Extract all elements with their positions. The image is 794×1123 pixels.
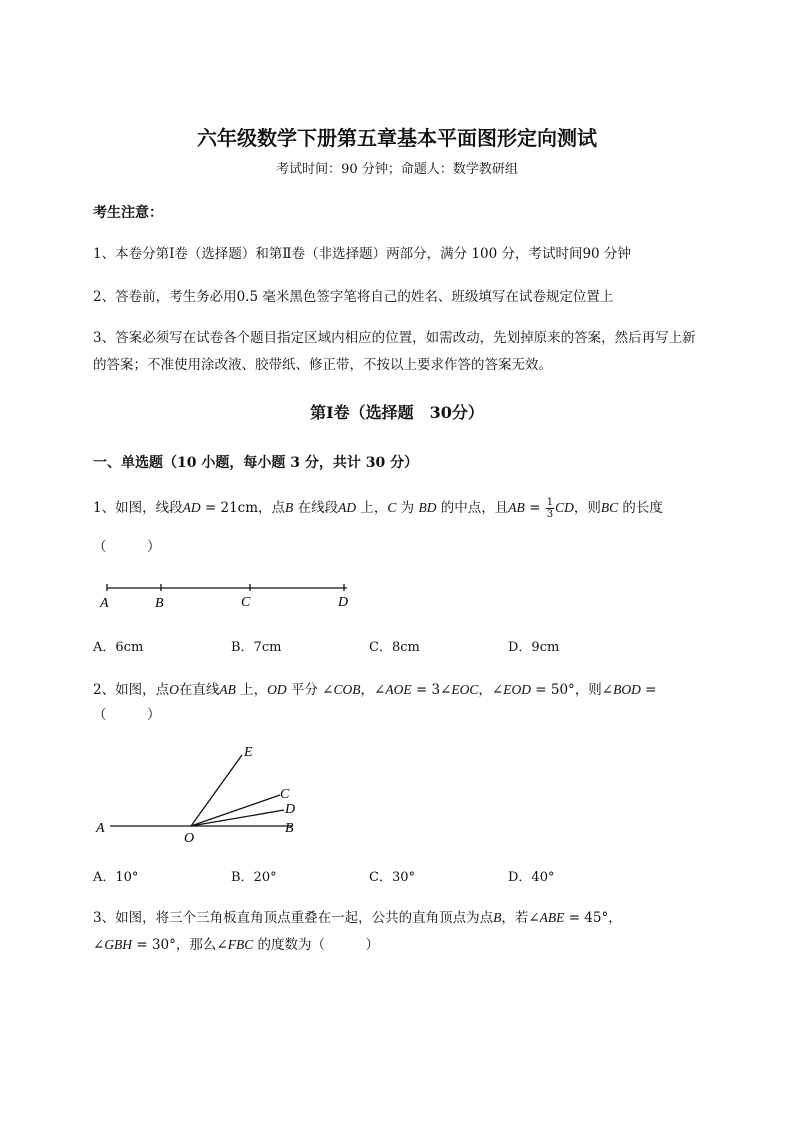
q1-math-8: BC <box>600 500 619 515</box>
q2-text-2: 在直线 <box>178 682 220 698</box>
q2-text-8: = 50°，则∠ <box>530 682 614 698</box>
q2-angle-figure <box>92 738 322 850</box>
ray-oc <box>191 795 280 826</box>
q2-answer-paren: （ ） <box>93 707 161 723</box>
question-3-text <box>93 906 622 926</box>
q2-option-d[interactable]: D．40° <box>508 870 555 885</box>
q1-math-7: CD <box>555 500 574 515</box>
label-e: E <box>244 745 253 760</box>
q3-text-4: ∠ <box>93 937 105 953</box>
fraction-denominator: 3 <box>546 509 554 520</box>
q1-math-3: AD <box>338 500 357 515</box>
q2-math-4: COB <box>333 682 361 697</box>
label-d: D <box>338 595 349 610</box>
q1-text-9: 的长度 <box>618 500 663 516</box>
q2-option-a[interactable]: A．10° <box>93 870 139 885</box>
q2-math-3: OD <box>267 682 287 697</box>
ray-oe <box>191 755 242 826</box>
q1-text-6: 的中点，且 <box>436 500 509 516</box>
q1-option-b[interactable]: B．7cm <box>231 640 282 655</box>
q2-option-b[interactable]: B．20° <box>231 870 277 885</box>
notice-3-cont: 的答案；不准使用涂改液、胶带纸、修正带，不按以上要求作答的答案无效。 <box>93 357 552 373</box>
q1-text-3: 在线段 <box>293 500 339 516</box>
q3-text-5: = 30°，那么∠ <box>132 937 228 953</box>
q1-text-1: 1、如图，线段 <box>93 500 183 516</box>
q2-text-7: ，∠ <box>478 682 504 698</box>
q3-text-3: = 45°， <box>564 910 622 926</box>
q3-math-4: FBC <box>227 937 254 952</box>
notice-3: 3、答案必须写在试卷各个题目指定区域内相应的位置，如需改动，先划掉原来的答案，然后再写上新 <box>93 330 696 346</box>
label-a: A <box>96 821 105 836</box>
q2-text-9: = <box>640 682 657 698</box>
q2-math-2: AB <box>219 682 236 697</box>
q2-math-1: O <box>169 682 179 697</box>
q1-line-segment-figure <box>95 578 365 614</box>
q1-math-6: AB <box>508 500 525 515</box>
notice-1: 1、本卷分第Ⅰ卷（选择题）和第Ⅱ卷（非选择题）两部分，满分 100 分，考试时间90 分钟 <box>93 246 631 262</box>
notice-heading: 考生注意： <box>93 205 163 221</box>
q2-math-5: AOE <box>385 682 412 697</box>
notice-2: 2、答卷前，考生务必用0.5 毫米黑色签字笔将自己的姓名、班级填写在试卷规定位置上 <box>93 289 614 305</box>
q1-math-1: AD <box>182 500 201 515</box>
question-2-text <box>93 678 656 698</box>
q1-text-8: ，则 <box>573 500 601 516</box>
q2-text-5: ，∠ <box>360 682 386 698</box>
q2-math-8: BOD <box>613 682 641 697</box>
label-c: C <box>241 595 251 610</box>
q1-option-a[interactable]: A．6cm <box>93 640 144 655</box>
label-b: B <box>285 821 294 836</box>
q2-math-6: EOC <box>451 682 479 697</box>
page-title: 六年级数学下册第五章基本平面图形定向测试 <box>197 126 597 150</box>
exam-subtitle: 考试时间：90 分钟；命题人：数学教研组 <box>276 162 518 177</box>
q3-text-6: 的度数为（ ） <box>253 937 379 953</box>
q2-text-1: 2、如图，点 <box>93 682 170 698</box>
q2-option-c[interactable]: C．30° <box>369 870 415 885</box>
label-d: D <box>285 802 296 817</box>
q1-math-2: B <box>285 500 294 515</box>
q1-text-5: 为 <box>396 500 419 516</box>
q1-math-4: C <box>387 500 397 515</box>
fraction-one-third <box>546 497 554 520</box>
fraction-numerator: 1 <box>546 497 554 508</box>
q1-text-7: = <box>524 500 545 516</box>
label-a: A <box>100 596 109 611</box>
part-heading: 一、单选题（10 小题，每小题 3 分，共计 30 分） <box>93 455 419 471</box>
section-title: 第Ⅰ卷（选择题 30分） <box>310 403 484 422</box>
q1-math-5: BD <box>418 500 437 515</box>
q1-text-4: 上， <box>356 500 388 516</box>
q3-text-2: ，若∠ <box>501 910 540 926</box>
label-o: O <box>184 831 195 846</box>
q3-math-1: B <box>493 910 502 925</box>
q3-text-1: 3、如图，将三个三角板直角顶点重叠在一起，公共的直角顶点为点 <box>93 910 494 926</box>
q2-math-7: EOD <box>503 682 531 697</box>
question-3-text-cont <box>93 933 379 953</box>
q2-text-6: = 3∠ <box>411 682 452 698</box>
q1-option-d[interactable]: D．9cm <box>508 640 560 655</box>
q3-math-2: ABE <box>539 910 565 925</box>
ray-od <box>191 810 284 826</box>
q3-math-3: GBH <box>104 937 133 952</box>
q1-answer-paren: （ ） <box>93 539 161 555</box>
q2-text-4: 平分 ∠ <box>286 682 334 698</box>
q1-text-2: = 21cm，点 <box>200 500 286 516</box>
label-c: C <box>280 787 290 802</box>
q2-text-3: 上， <box>235 682 268 698</box>
q1-option-c[interactable]: C．8cm <box>369 640 420 655</box>
question-1-text <box>93 496 663 520</box>
label-b: B <box>155 596 164 611</box>
